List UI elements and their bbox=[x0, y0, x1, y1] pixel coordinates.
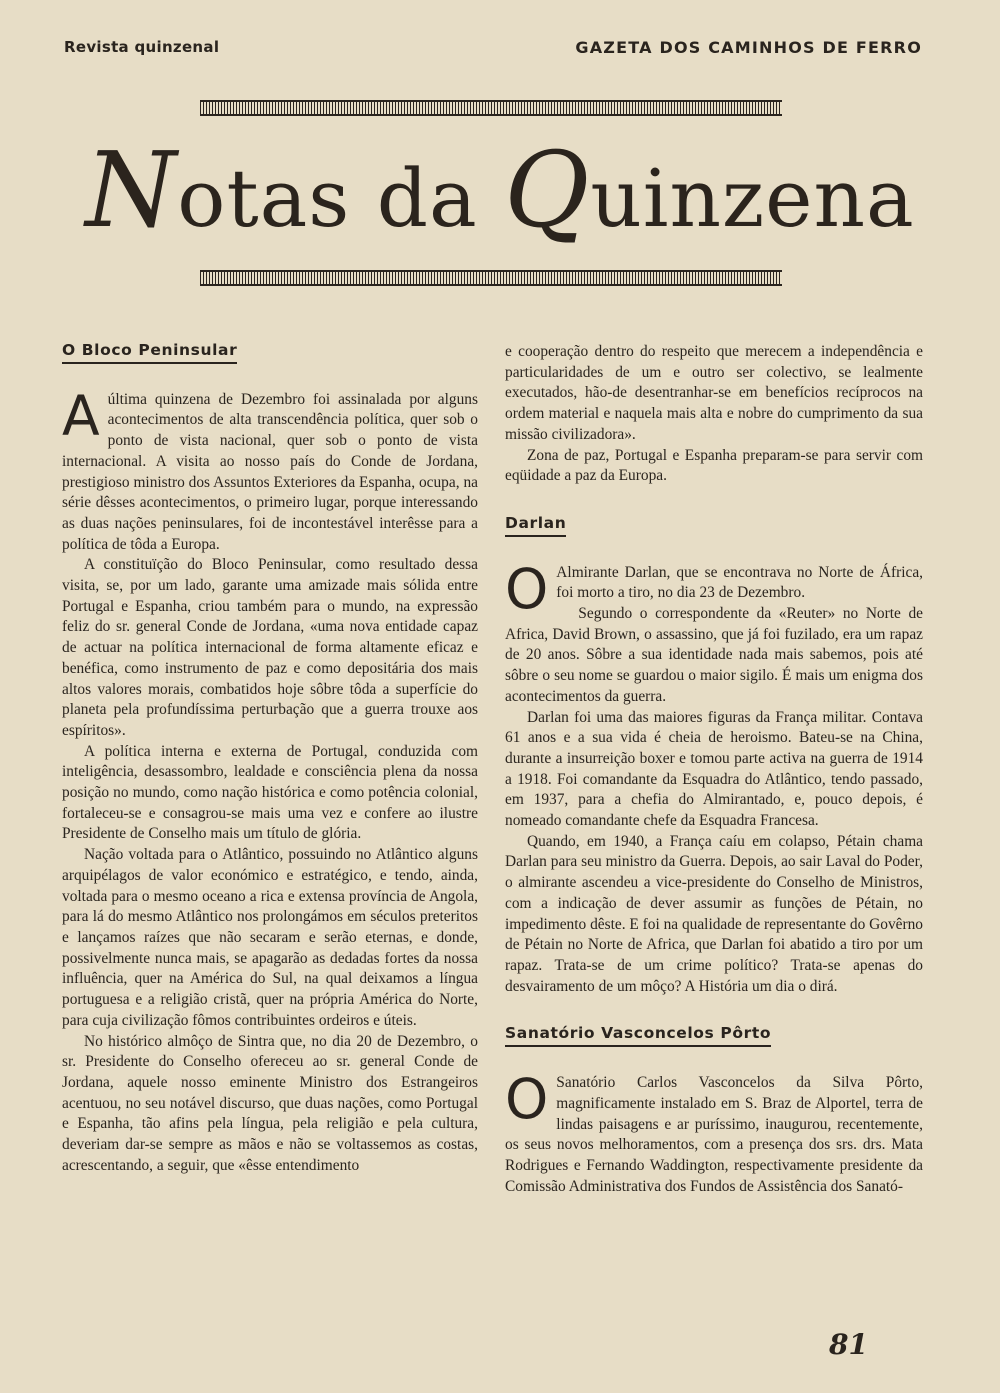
masthead-initial-n: N bbox=[85, 129, 178, 251]
paragraph-text: última quinzena de Dezembro foi assinalada por alguns acontecimentos de alta transcendência política, quer sob o ponto de vista nacional, quer sob o ponto de vista internacional. A visita ao nosso país do Conde de Jordana, prestigioso ministro dos Assuntos Exteriores da Espanha, ocupa, na série dêsses acontecimentos, o primeiro lugar, porque interessando as duas nações peninsulares, foi de incontestável interêsse para a política de tôda a Europa. bbox=[62, 390, 478, 553]
paragraph-bloco-4: Nação voltada para o Atlântico, possuindo no Atlântico alguns arquipélagos de valor económico e estratégico, e tendo, ainda, voltada para o mesmo oceano a rica e extensa província de Angola, para lá do mesmo Atlântico nos prolongámos em séculos preteritos e lançamos raízes que não secaram e serão eternas, e donde, possivelmente nunca mais, se apagarão as dedadas fortes da nossa influência, quer na América do Sul, na qual deixamos a língua portuguesa e a religião cristã, quer na própria América do Norte, para cuja civilização fômos contribuintes ordeiros e úteis. bbox=[62, 846, 478, 1029]
paragraph-bloco-2: A constituïção do Bloco Peninsular, como resultado dessa visita, se, por um lado, garante uma amizade mais sólida entre Portugal e Espanha, criou também para o mundo, na expressão feliz do sr. general Conde de Jordana, «uma nova entidade capaz de actuar na política internacional de forma altamente eficaz e benéfica, como instrumento de paz e como depositária dos mais altos valores morais, combatidos hoje sôbre tôda a superfície do planeta pela profundíssima perturbação que a guerra trouxe aos espíritos». bbox=[62, 556, 478, 739]
paragraph-darlan-1 bbox=[505, 556, 923, 621]
section-title-sanatorio: Sanatório Vasconcelos Pôrto bbox=[505, 1023, 771, 1047]
masthead-initial-q: Q bbox=[504, 129, 591, 251]
drop-cap-o-2: O bbox=[505, 1067, 549, 1132]
paragraph-bloco-continued: e cooperação dentro do respeito que merecem a independência e particularidades de um e outro ser colectivo, se lealmente executados, hão-de desentranhar-se em benefícios recíprocos na ordem material e naquela mais alta e nobre do cumprimento da sua missão civilizadora». bbox=[505, 343, 923, 443]
paragraph-bloco-zona: Zona de paz, Portugal e Espanha preparam-se para servir com eqüidade a paz da Europa. bbox=[505, 446, 923, 485]
paragraph-darlan-3: Darlan foi uma das maiores figuras da França militar. Contava 61 anos e a sua vida é cheia de heroismo. Bateu-se na China, durante a insurreição boxer e tomou parte activa na guerra de 1914 a 1918. Foi comandante da Esquadra do Atlântico, tendo passado, em 1937, para a chefia do Almirantado, e, pouco depois, é nomeado comandante chefe da Esquadra Francesa. bbox=[505, 708, 923, 830]
section-title-bloco: O Bloco Peninsular bbox=[62, 340, 237, 364]
paragraph-bloco-3: A política interna e externa de Portugal, conduzida com inteligência, desassombro, lealdade e consciência plena da nossa posição no mundo, como nação histórica e como potência colonial, fortaleceu-se e consagrou-se mais uma vez e confere ao ilustre Presidente de Conselho mais um título de glória. bbox=[62, 742, 478, 843]
right-column bbox=[505, 342, 923, 1197]
paragraph-bloco-1 bbox=[62, 383, 478, 556]
masthead-word-1: otas da bbox=[177, 152, 505, 245]
section-title-darlan: Darlan bbox=[505, 513, 566, 537]
paragraph-sanatorio-1 bbox=[505, 1067, 923, 1197]
paragraph-darlan-4: Quando, em 1940, a França caíu em colapso, Pétain chama Darlan para seu ministro da Guerra. Depois, ao sair Laval do Poder, o almirante ascendeu a vice-presidente do Conselho de Ministros, com a indicação de dever assumir as funções de Pétain, no impedimento dêste. E foi na qualidade de representante do Govêrno de Pétain no Norte de Africa, que Darlan foi abatido a tiro por um rapaz. Trata-se de um crime político? Trata-se apenas do desvairamento de um môço? A História um dia o dirá. bbox=[505, 832, 923, 995]
drop-cap-o: O bbox=[505, 556, 549, 621]
masthead-word-2: uinzena bbox=[590, 152, 915, 245]
header-left: Revista quinzenal bbox=[64, 38, 220, 56]
paragraph-bloco-5: No histórico almôço de Sintra que, no dia 20 de Dezembro, o sr. Presidente do Conselho ofereceu ao sr. general Conde de Jordana, aquele nosso eminente Ministro dos Estrangeiros acentuou, no seu notável discurso, que duas nações, como Portugal e Espanha, tão afins pela língua, pela religião e pela cultura, deveriam dar-se sempre as mãos e não se voltassemos as costas, acrescentando, a seguir, que «êsse entendimento bbox=[62, 1032, 478, 1174]
header-right: GAZETA DOS CAMINHOS DE FERRO bbox=[575, 38, 922, 57]
masthead-title bbox=[0, 129, 1000, 251]
paragraph-text: Almirante Darlan, que se encontrava no Norte de África, foi morto a tiro, no dia 23 de Dezembro. bbox=[556, 563, 923, 602]
drop-cap-a: A bbox=[62, 383, 100, 448]
left-column bbox=[62, 340, 478, 1176]
paragraph-darlan-2: Segundo o correspondente da «Reuter» no Norte de Africa, David Brown, o assassino, que já foi fuzilado, era um rapaz de 20 anos. Sôbre a sua identidade nada mais sabemos, pois até sôbre o seu nome se guardou o maior sigilo. É mais um enigma dos acontecimentos da guerra. bbox=[505, 605, 923, 705]
ornamental-rule-bottom bbox=[200, 270, 782, 286]
paragraph-text: Sanatório Carlos Vasconcelos da Silva Pôrto, magnificamente instalado em S. Braz de Alportel, terra de lindas paisagens e ar puríssimo, inaugurou, recentemente, os seus novos melhoramentos, com a presença dos srs. drs. Mata Rodrigues e Fernando Waddington, respectivamente presidente da Comissão Administrativa dos Fundos de Assistência dos Sanató- bbox=[505, 1074, 923, 1195]
page-number: 81 bbox=[829, 1328, 868, 1361]
ornamental-rule-top bbox=[200, 100, 782, 116]
